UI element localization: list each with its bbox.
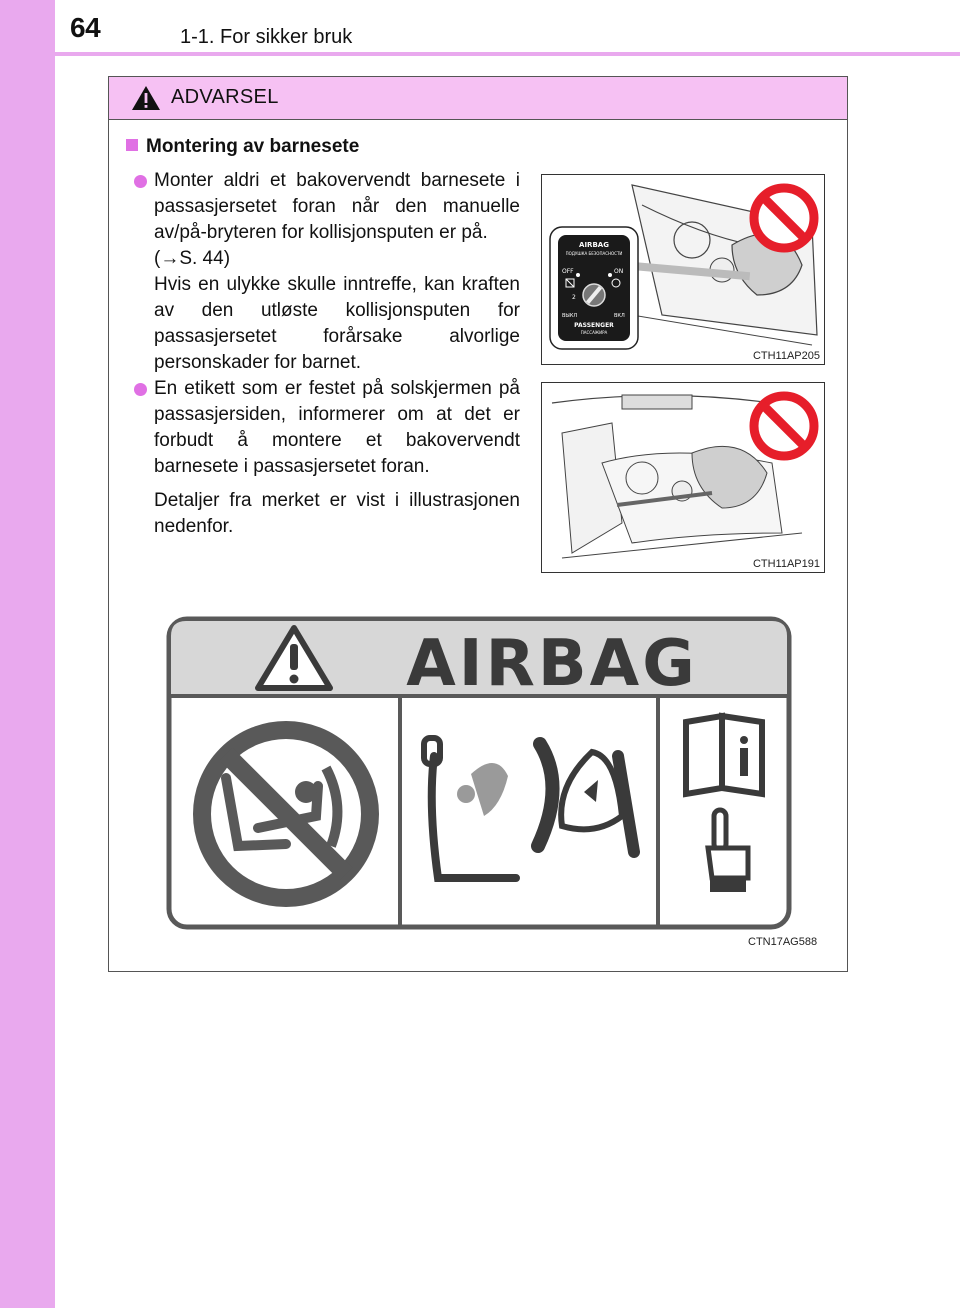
bullet-2 bbox=[134, 376, 520, 540]
illustration-code: CTH11AP191 bbox=[752, 558, 820, 570]
bullet-1-consequence: Hvis en ulykke skulle inntreffe, kan kraften av den utløste kollisjonsputen for passasjersetet forårsake alvorlige personskader for barnet. bbox=[154, 274, 520, 373]
warning-triangle-icon bbox=[131, 85, 161, 111]
airbag-switch-panel bbox=[548, 225, 640, 351]
subheading-text: Montering av barnesete bbox=[146, 136, 360, 157]
switch-on: ON bbox=[614, 268, 624, 275]
illustration-airbag-switch bbox=[541, 174, 825, 365]
label-code: CTN17AG588 bbox=[748, 936, 818, 948]
subheading bbox=[126, 136, 359, 158]
bullet-1-text: Monter aldri et bakovervendt barnesete i passasjersetet foran når den manuelle av/på-bryteren for kollisjonsputen er på. bbox=[154, 170, 520, 243]
header-rule bbox=[55, 52, 960, 56]
bullet-1-reference: (→S. 44) bbox=[154, 248, 231, 269]
airbag-warning-label bbox=[166, 616, 792, 930]
switch-digit: 2 bbox=[572, 294, 576, 301]
left-margin-bar bbox=[0, 0, 55, 1308]
switch-on-ru: ВКЛ bbox=[614, 313, 625, 319]
switch-subtitle: ПОДУШКА БЕЗОПАСНОСТИ bbox=[565, 251, 623, 256]
bullet-1 bbox=[134, 168, 520, 376]
warning-header bbox=[109, 77, 847, 120]
illustration-sun-visor bbox=[541, 382, 825, 573]
bullet-2-text: En etikett som er festet på solskjermen på passasjersiden, informerer om at det er forbudt å montere et bakovervendt barnesete i passasjersetet foran. bbox=[154, 378, 520, 477]
read-manual-icon bbox=[686, 716, 762, 794]
switch-bottom: PASSENGER bbox=[574, 322, 614, 329]
prohibition-icon bbox=[747, 181, 821, 255]
switch-off-ru: ВЫКЛ bbox=[562, 313, 578, 319]
square-bullet-icon bbox=[126, 139, 138, 151]
bullet-2-detail: Detaljer fra merket er vist i illustrasjonen nedenfor. bbox=[154, 490, 520, 537]
illustration-code: CTH11AP205 bbox=[752, 350, 820, 362]
no-rear-facing-seat-icon bbox=[202, 730, 370, 898]
switch-off: OFF bbox=[562, 268, 574, 275]
bullet-dot-icon bbox=[134, 383, 147, 396]
section-title: 1-1. For sikker bruk bbox=[180, 26, 353, 48]
warning-label: ADVARSEL bbox=[171, 86, 279, 108]
switch-bottom-ru: ПАССАЖИРА bbox=[580, 330, 608, 335]
prohibition-icon bbox=[747, 389, 821, 463]
page-number: 64 bbox=[70, 12, 101, 43]
bullet-dot-icon bbox=[134, 175, 147, 188]
label-title: AIRBAG bbox=[406, 627, 698, 701]
switch-title: AIRBAG bbox=[579, 241, 609, 249]
